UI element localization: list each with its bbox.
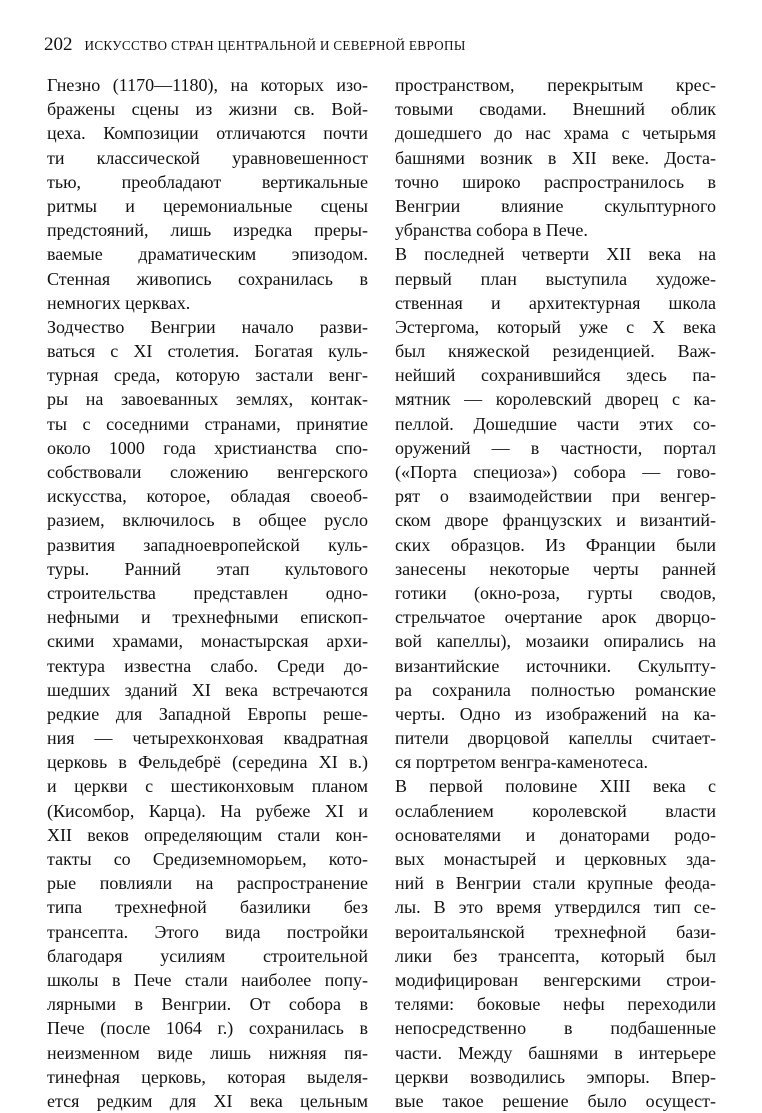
text-line: был княжеской резиденцией. Важ- [395,341,716,362]
text-line: непосредственно в подбашенные [395,1018,716,1039]
text-line: Стенная живопись сохранилась в [47,268,368,289]
text-line: немногих церквах. [47,292,191,313]
text-line: неизменном виде лишь нижняя пя- [47,1042,368,1063]
running-title: ИСКУССТВО СТРАН ЦЕНТРАЛЬНОЙ И СЕВЕРНОЙ ЕВРОПЫ [84,38,466,53]
text-line: Зодчество Венгрии начало разви- [47,316,368,337]
text-line: ственная и архитектурная школа [395,292,716,313]
text-line: ослаблением королевской власти [395,800,716,821]
text-line: башнями возник в XII веке. Доста- [395,147,716,168]
text-line: товыми сводами. Внешний облик [395,99,716,120]
text-line: Гнезно (1170—1180), на которых изо- [47,75,368,95]
text-line: ний в Венгрии стали крупные феода- [395,873,716,894]
text-line: убранства собора в Пече. [395,220,588,241]
text-line: части. Между башнями в интерьере [395,1042,716,1063]
text-line: нефными и трехнефными епископ- [47,607,368,628]
text-line: предстояний, лишь изредка преры- [47,220,368,241]
text-line: готики (окно-роза, гурты сводов, [395,582,716,603]
text-line: около 1000 года христианства спо- [47,437,368,458]
text-line: лы. В это время утвердился тип се- [395,897,716,918]
text-line: церкви возводились эмпоры. Впер- [395,1066,716,1087]
text-line: скими храмами, монастырская архи- [47,631,368,652]
text-line: нейший сохранившийся здесь па- [395,365,716,386]
text-line: Венгрии влияние скульптурного [395,195,716,216]
text-line: школы в Пече стали наиболее попу- [47,969,368,990]
text-line: искусства, которое, обладая своеоб- [47,486,368,507]
text-line: В последней четверти XII века на [395,244,716,265]
text-line: туры. Ранний этап культового [47,558,368,579]
text-line: ском дворе французских и византий- [395,510,716,531]
text-line: вой капеллы), мозаики опирались на [395,631,716,652]
text-line: тью, преобладают вертикальные [47,171,368,192]
text-line: разием, включилось в общее русло [47,510,368,531]
text-line: Пече (после 1064 г.) сохранилась в [47,1018,368,1039]
text-line: цеха. Композиции отличаются почти [47,123,368,144]
text-line: бражены сцены из жизни св. Вой- [47,99,368,120]
text-line: редкие для Западной Европы реше- [47,703,368,724]
text-line: («Порта специоза») собора — гово- [395,462,716,482]
text-line: XII веков определяющим стали кон- [47,824,368,845]
text-line: ры на завоеванных землях, контак- [47,389,368,410]
text-line: церковь в Фельдебрё (середина XI в.) [47,752,368,773]
text-line: оружений — в частности, портал [395,437,716,458]
text-line: ния — четырехконховая квадратная [47,728,368,749]
text-line: развития западноевропейской куль- [47,534,368,555]
text-line: ритмы и церемониальные сцены [47,195,368,216]
text-line: вероитальянской трехнефной бази- [395,921,716,942]
text-line: точно широко распространилось в [395,171,716,192]
text-line: ваемые драматическим эпизодом. [47,244,368,265]
text-line: В первой половине XIII века с [395,776,716,797]
text-line: тинефная церковь, которая выделя- [47,1066,368,1087]
text-line: строительства представлен одно- [47,582,368,603]
text-line: ваться с XI столетия. Богатая куль- [47,341,368,362]
text-line: рые повлияли на распространение [47,873,368,894]
text-line: лики без трансепта, который был [395,945,716,966]
page-number: 202 [44,34,73,55]
text-line: рят о взаимодействии при венгер- [395,486,716,507]
text-line: ется редким для XI века цельным [47,1090,368,1111]
text-line: занесены некоторые черты ранней [395,558,716,579]
text-line: пространством, перекрытым крес- [395,75,716,95]
text-line: благодаря усилиям строительной [47,945,368,966]
text-line: ся портретом венгра-каменотеса. [395,752,649,773]
text-line: вые такое решение было осущест- [395,1090,716,1111]
right-text-column [395,73,716,1113]
text-line: пители дворцовой капеллы считает- [395,728,716,749]
text-line: телями: боковые нефы переходили [395,994,716,1015]
text-line: и церкви с шестиконховым планом [47,776,368,797]
text-line: такты со Средиземноморьем, кото- [47,849,368,869]
text-line: ти классической уравновешенност [47,147,368,168]
text-line: собствовали сложению венгерского [47,462,368,482]
text-line: (Кисомбор, Карца). На рубеже XI и [47,800,368,821]
text-line: шедших зданий XI века встречаются [47,679,368,700]
text-line: мятник — королевский дворец с ка- [395,389,716,410]
text-line: лярными в Венгрии. От собора в [47,994,368,1015]
text-line: основателями и донаторами родо- [395,824,716,845]
text-line: стрельчатое очертание арок дворцо- [395,607,716,628]
text-line: черты. Одно из изображений на ка- [395,703,716,724]
text-line: турная среда, которую застали венг- [47,365,368,386]
text-line: трансепта. Этого вида постройки [47,921,368,942]
text-line: Эстергома, который уже с X века [395,316,716,337]
left-text-column [47,73,368,1113]
text-line: ты с соседними странами, принятие [47,413,368,434]
text-line: тектура известна слабо. Среди до- [47,655,368,676]
text-line: ра сохранила полностью романские [395,679,716,700]
text-line: вых монастырей и церковных зда- [395,849,716,869]
text-line: ских образцов. Из Франции были [395,534,716,555]
page-header [44,34,466,56]
text-line: дошедшего до нас храма с четырьмя [395,123,716,144]
text-line: пеллой. Дошедшие части этих со- [395,413,716,434]
text-line: модифицирован венгерскими строи- [395,969,716,990]
text-line: типа трехнефной базилики без [47,897,368,918]
text-line: первый план выступила художе- [395,268,716,289]
text-line: византийские источники. Скульпту- [395,655,716,676]
